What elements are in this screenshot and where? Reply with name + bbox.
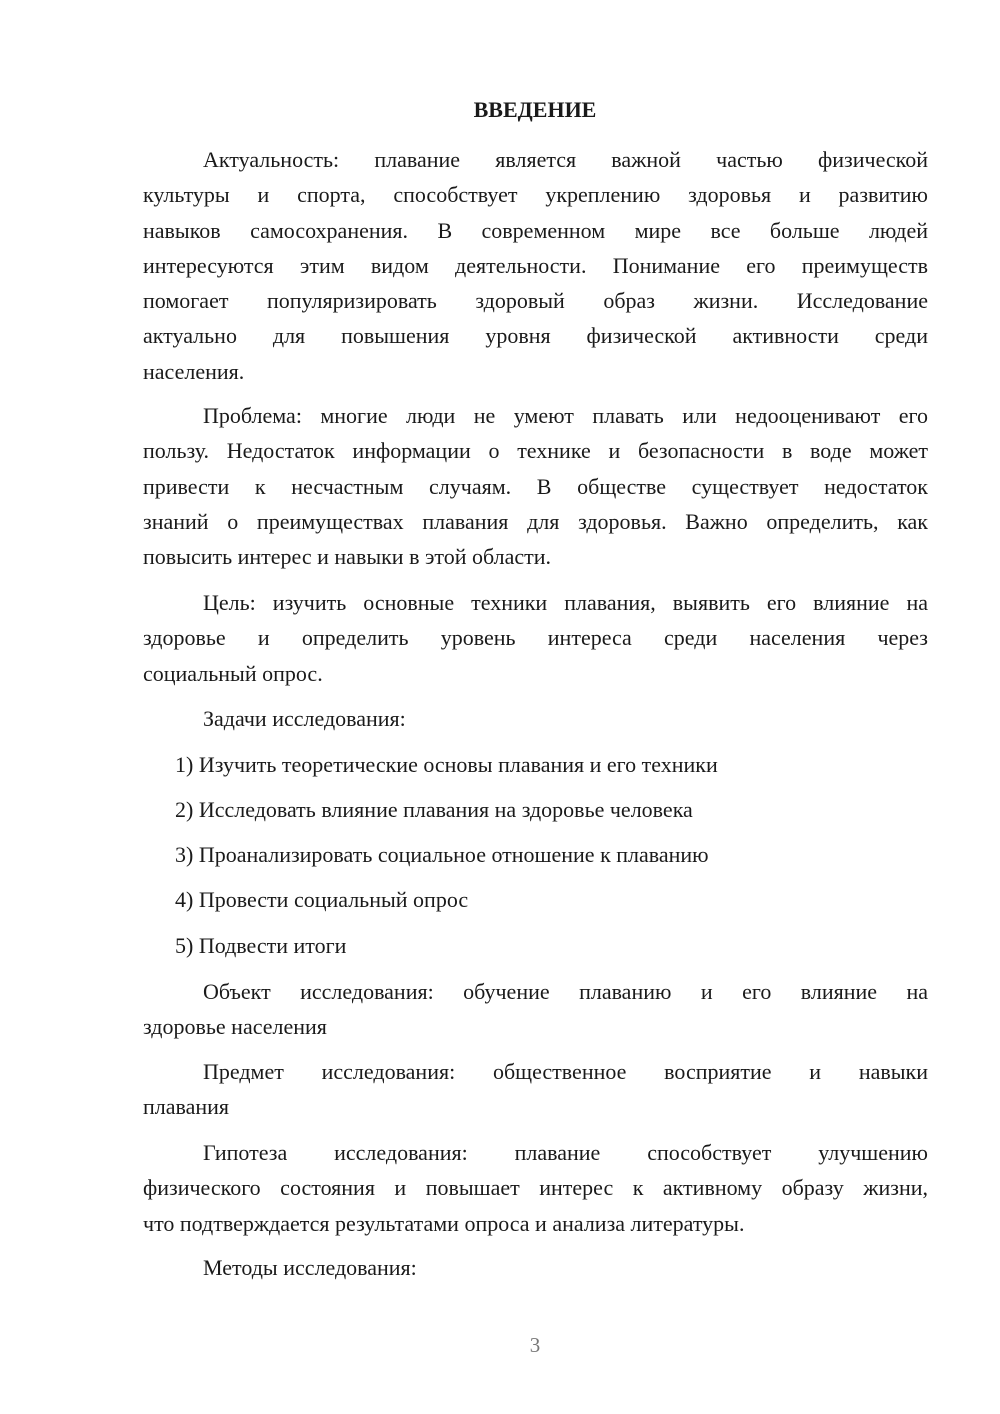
text-line: навыков самосохранения. В современном мире все больше людей <box>143 217 928 243</box>
task-item: 4) Провести социальный опрос <box>175 887 469 912</box>
text-line: Цель: изучить основные техники плавания, выявить его влияние на <box>203 590 928 615</box>
text-line: плавания <box>143 1094 230 1120</box>
task-item: 5) Подвести итоги <box>175 933 347 958</box>
text-line: физического состояния и повышает интерес к активному образу жизни, <box>143 1175 928 1201</box>
text-line: что подтверждается результатами опроса и анализа литературы. <box>143 1210 745 1236</box>
text-line: Гипотеза исследования: плавание способствует улучшению <box>203 1140 928 1165</box>
paragraph-methods-heading <box>143 1250 928 1285</box>
text-line: Предмет исследования: общественное восприятие и навыки <box>203 1059 928 1084</box>
paragraph-hypothesis <box>143 1135 928 1241</box>
text-line: актуально для повышения уровня физической активности среди <box>143 323 928 349</box>
text-line: Задачи исследования: <box>203 706 406 731</box>
text-line: населения. <box>143 358 245 384</box>
task-item: 1) Изучить теоретические основы плавания и его техники <box>175 752 718 777</box>
text-line: социальный опрос. <box>143 660 323 686</box>
text-line: Актуальность: плавание является важной частью физической <box>203 147 928 172</box>
text-line: знаний о преимуществах плавания для здоровья. Важно определить, как <box>143 508 928 534</box>
paragraph-subject <box>143 1054 928 1125</box>
text-line: культуры и спорта, способствует укреплению здоровья и развитию <box>143 182 928 208</box>
text-line: привести к несчастным случаям. В обществе существует недостаток <box>143 473 928 499</box>
paragraph-tasks-heading <box>143 701 928 736</box>
page-number: 3 <box>529 1333 541 1357</box>
text-line: интересуются этим видом деятельности. Понимание его преимуществ <box>143 252 928 278</box>
text-line: Методы исследования: <box>203 1255 417 1280</box>
text-line: здоровье населения <box>143 1014 327 1040</box>
section-title: ВВЕДЕНИЕ <box>473 97 597 122</box>
paragraph-goal <box>143 585 928 691</box>
text-line: Объект исследования: обучение плаванию и его влияние на <box>203 979 928 1004</box>
task-item: 3) Проанализировать социальное отношение к плаванию <box>175 842 709 867</box>
paragraph-relevance <box>143 142 928 389</box>
text-line: здоровье и определить уровень интереса среди населения через <box>143 625 928 651</box>
text-line: повысить интерес и навыки в этой области. <box>143 544 552 570</box>
paragraph-object <box>143 974 928 1045</box>
text-line: Проблема: многие люди не умеют плавать или недооценивают его <box>203 403 928 428</box>
text-line: пользу. Недостаток информации о технике и безопасности в воде может <box>143 438 928 464</box>
task-item: 2) Исследовать влияние плавания на здоровье человека <box>175 797 693 822</box>
paragraph-problem <box>143 398 928 574</box>
text-line: помогает популяризировать здоровый образ жизни. Исследование <box>143 288 928 314</box>
